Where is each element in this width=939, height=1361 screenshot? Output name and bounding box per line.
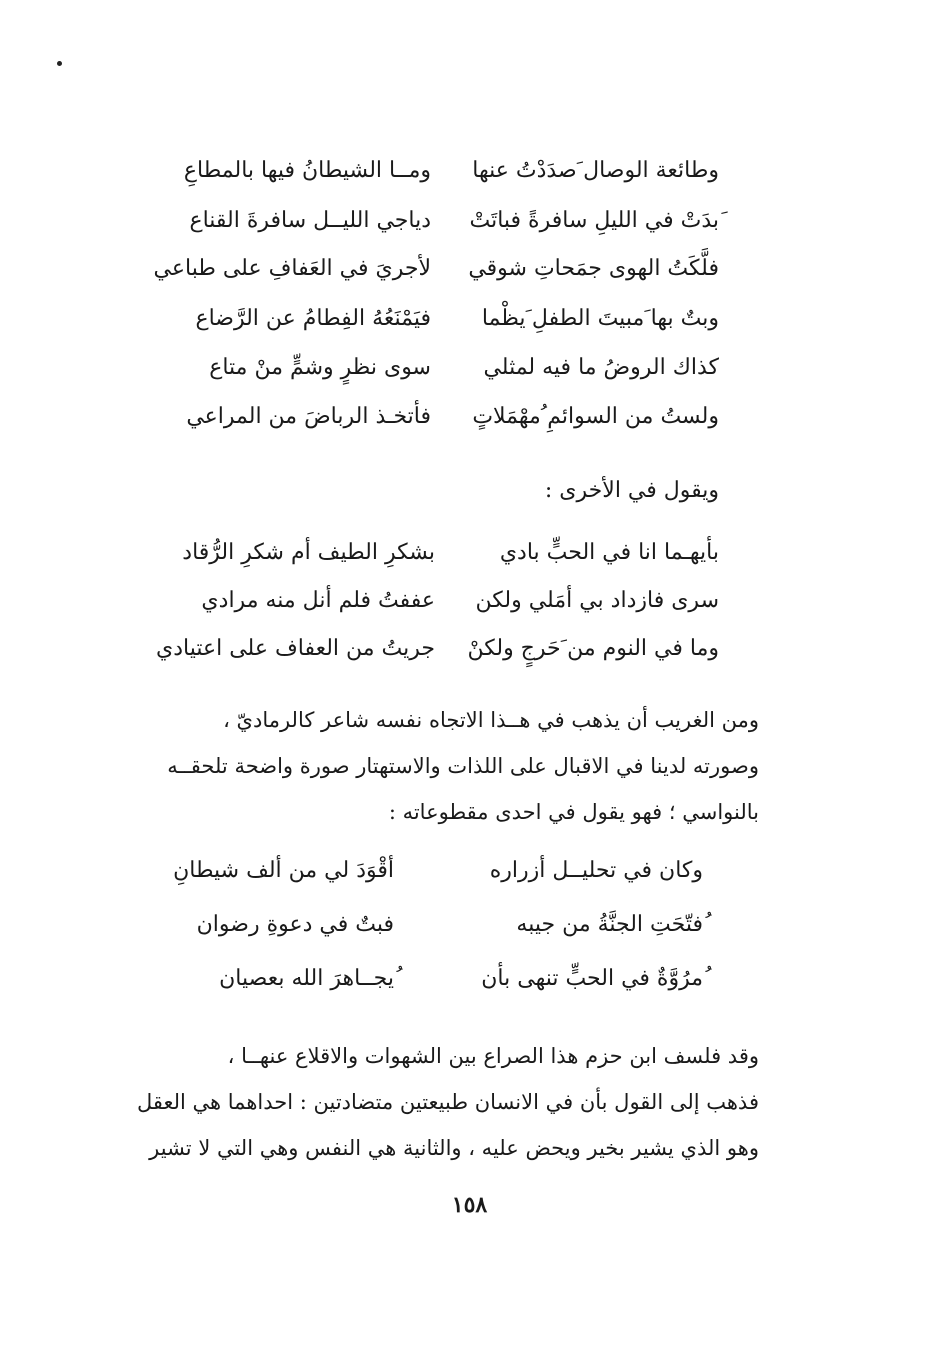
verse-first-hemistich: َبدَتْ في الليلِ سافرةً فباتَتْ [469, 208, 719, 233]
verse-second-hemistich: فبتٌ في دعوةِ رضوان [196, 912, 394, 937]
paragraph-line: بالنواسي ؛ فهو يقول في احدى مقطوعاته : [388, 800, 759, 824]
verse-first-hemistich: بأيهـما انا في الحبٍّ بادي [499, 540, 719, 565]
verse-second-hemistich: جريتُ من العفاف على اعتيادي [155, 636, 435, 661]
paragraph-line: وقد فلسف ابن حزم هذا الصراع بين الشهوات والاقلاع عنهــا ، [227, 1044, 759, 1068]
verse-first-hemistich: وبتٌ بها َمبيتَ الطفلِ َيظْما [481, 306, 719, 331]
verse-second-hemistich: أقْوَدَ لي من ألف شيطانِ [173, 858, 394, 883]
poem-2-intro: ويقول في الأخرى : [544, 478, 719, 503]
verse-second-hemistich: لأجريَ في العَفافِ على طباعي [153, 256, 431, 281]
verse-first-hemistich: كذاك الروضُ ما فيه لمثلي [483, 355, 719, 380]
verse-second-hemistich: دياجي الليــل سافرةَ القناع [189, 208, 431, 233]
verse-first-hemistich: ُفتّحَتِ الجنَّةُ من جيبه [516, 912, 703, 937]
verse-first-hemistich: ُمرُوَّةٌ في الحبٍّ تنهى بأن [481, 966, 703, 991]
verse-first-hemistich: وكان في تحليــل أزراره [489, 858, 703, 883]
paragraph-line: ومن الغريب أن يذهب في هــذا الاتجاه نفسه شاعر كالرماديّ ، [223, 708, 759, 732]
verse-second-hemistich: فأتخـذ الرباضَ من المراعي [186, 404, 431, 429]
verse-second-hemistich: ُيجــاهرَ الله بعصيان [219, 966, 394, 991]
verse-first-hemistich: وما في النوم من َحَرجٍ ولكنْ [467, 636, 719, 661]
paragraph-line: وصورته لدينا في الاقبال على اللذات والاستهتار صورة واضحة تلحقــه [167, 754, 759, 778]
verse-second-hemistich: فيَمْنَعُهُ الفِطامُ عن الرَّضاع [195, 306, 431, 331]
page-mark [57, 61, 62, 66]
paragraph-line: فذهب إلى القول بأن في الانسان طبيعتين متضادتين : احداهما هي العقل [136, 1090, 759, 1114]
verse-second-hemistich: بشكرِ الطيف أم شكرِ الرُّقاد [182, 540, 435, 565]
verse-second-hemistich: عففتُ فلم أنل منه مرادي [201, 588, 435, 613]
verse-second-hemistich: ومــا الشيطانُ فيها بالمطاعِ [183, 158, 431, 183]
verse-first-hemistich: وطائعة الوصال َصدَدْتُ عنها [472, 158, 719, 183]
verse-second-hemistich: سوى نظرٍ وشمٍّ منْ متاع [209, 355, 431, 380]
verse-first-hemistich: سرى فازداد بي أمَلي ولكن [475, 588, 719, 613]
verse-first-hemistich: فلَّكَتُ الهوى جمَحاتِ شوقي [468, 256, 719, 281]
paragraph-line: وهو الذي يشير بخير ويحض عليه ، والثانية هي النفس وهي التي لا تشير [149, 1136, 759, 1160]
verse-first-hemistich: ولستُ من السوائمِ ُمهْمَلاتٍ [472, 404, 719, 429]
page-number: ١٥٨ [451, 1192, 488, 1218]
